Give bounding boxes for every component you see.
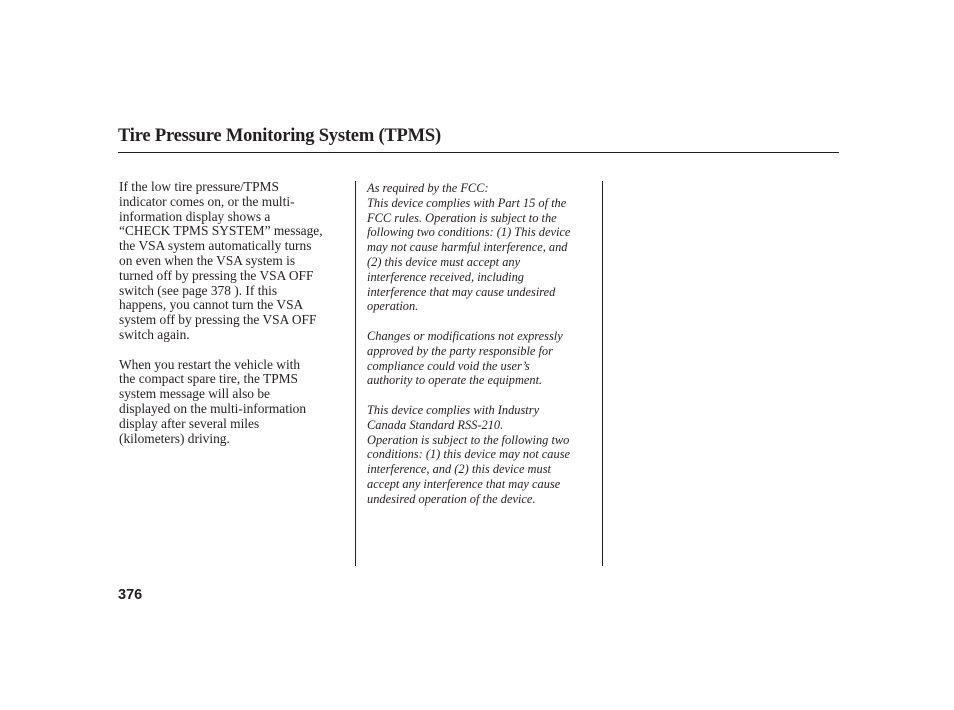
column-divider-right	[602, 181, 603, 566]
page-title: Tire Pressure Monitoring System (TPMS)	[118, 126, 441, 146]
modifications-notice: Changes or modifications not expressly approved by the party responsible for compliance could void the user’s authority to operate the equipment.	[367, 328, 563, 388]
fcc-body: This device complies with Part 15 of the FCC rules. Operation is subject to the following two conditions: (1) This device may not cause harmful interference, and (2) this device must accept any interference received, including interference that may cause undesired operation.	[367, 195, 571, 314]
tpms-vsa-paragraph: If the low tire pressure/TPMS indicator comes on, or the multi- information display shows a “CHECK TPMS SYSTEM” message, the VSA system automatically turns on even when the VSA system is turned off by pressing the VSA OFF switch (see page 378 ). If this happens, you cannot turn the VSA system off by pressing the VSA OFF switch again.	[119, 179, 323, 342]
industry-canada-body: Operation is subject to the following two conditions: (1) this device may not cause interference, and (2) this device must accept any interference that may cause undesired operation of the device.	[367, 432, 571, 506]
title-divider	[118, 152, 839, 153]
middle-column	[367, 181, 599, 507]
page-number: 376	[118, 587, 143, 603]
column-divider-left	[355, 181, 356, 566]
fcc-heading: As required by the FCC:	[367, 181, 489, 195]
compact-spare-paragraph: When you restart the vehicle with the compact spare tire, the TPMS system message will also be displayed on the multi-information display after several miles (kilometers) driving.	[119, 356, 307, 446]
industry-canada-heading: This device complies with Industry Canada Standard RSS-210.	[367, 402, 540, 432]
left-column	[119, 180, 351, 446]
